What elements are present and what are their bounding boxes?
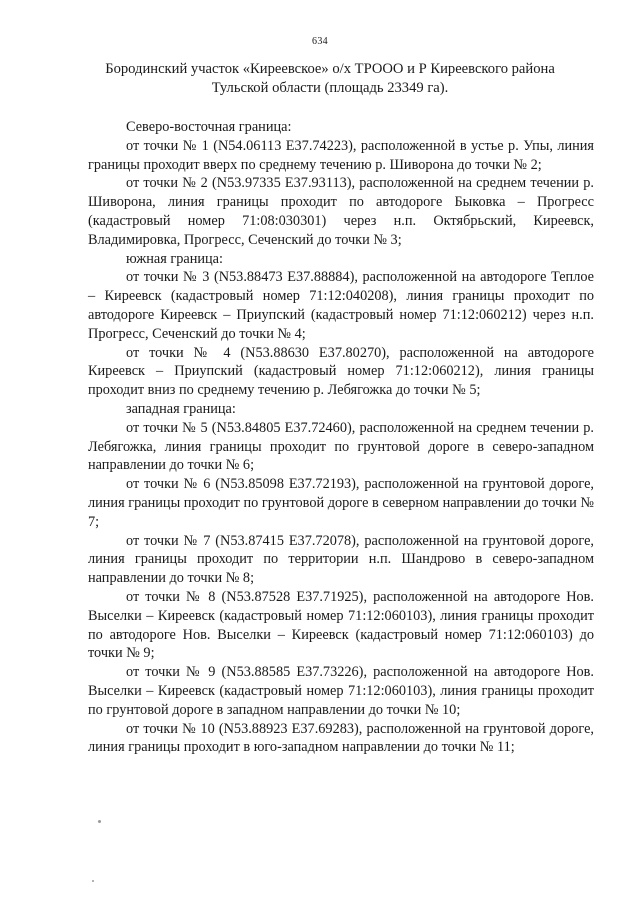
boundary-paragraph: от точки № 10 (N53.88923 E37.69283), расположенной на грунтовой дороге, линия границы проходит в юго-западном направлении до точки № 11; bbox=[88, 720, 594, 756]
section-heading-south: южная граница: bbox=[126, 250, 223, 267]
page-number: 634 bbox=[312, 36, 328, 47]
scan-speck bbox=[92, 880, 94, 882]
title-line-1: Бородинский участок «Киреевское» о/х ТРООО и Р Киреевского района bbox=[105, 61, 555, 77]
boundary-paragraph: от точки № 5 (N53.84805 E37.72460), расположенной на среднем течении р. Лебягожка, линия границы проходит по грунтовой дороге в северо-западном направлении до точки № 6; bbox=[88, 419, 594, 474]
boundary-paragraph: от точки № 3 (N53.88473 E37.88884), расположенной на автодороге Теплое – Киреевск (кадастровый номер 71:12:040208), линия границы проходит по автодороге Киреевск – Приупский (кадастровый номер 71:12:060212) через н.п. Прогресс, Сеченский до точки № 4; bbox=[88, 269, 594, 342]
section-heading-west: западная граница: bbox=[126, 400, 236, 417]
boundary-paragraph: от точки № 7 (N53.87415 E37.72078), расположенной на грунтовой дороге, линия границы проходит по территории н.п. Шандрово в северо-западном направлении до точки № 8; bbox=[88, 532, 594, 587]
document-title bbox=[88, 60, 572, 98]
title-line-2: Тульской области (площадь 23349 га). bbox=[211, 80, 449, 96]
boundary-paragraph: от точки № 9 (N53.88585 E37.73226), расположенной на автодороге Нов. Выселки – Киреевск (кадастровый номер 71:12:060103), линия границы проходит по грунтовой дороге в западном направлении до точки № 10; bbox=[88, 664, 594, 718]
boundary-paragraph: от точки № 8 (N53.87528 E37.71925), расположенной на автодороге Нов. Выселки – Киреевск (кадастровый номер 71:12:060103), линия границы проходит по автодороге Нов. Выселки – Киреевск (кадастровый номер 71:12:060103) до точки № 9; bbox=[88, 588, 594, 662]
boundary-paragraph: от точки № 6 (N53.85098 E37.72193), расположенной на грунтовой дороге, линия границы проходит по грунтовой дороге в северном направлении до точки № 7; bbox=[88, 476, 594, 530]
boundary-paragraph: от точки № 4 (N53.88630 E37.80270), расположенной на автодороге Киреевск – Приупский (кадастровый номер 71:12:060212), линия границы проходит вниз по среднему течению р. Лебягожка до точки № 5; bbox=[88, 344, 594, 399]
boundary-paragraph: от точки № 2 (N53.97335 E37.93113), расположенной на среднем течении р. Шиворона, линия границы проходит по автодороге Быковка – Прогресс (кадастровый номер 71:08:030301) через н.п. Октябрьский, Киреевск, Владимировка, Прогресс, Сеченский до точки № 3; bbox=[88, 175, 594, 248]
section-heading-northeast: Северо-восточная граница: bbox=[126, 119, 292, 135]
scan-speck bbox=[98, 820, 101, 823]
boundary-paragraph: от точки № 1 (N54.06113 E37.74223), расположенной в устье р. Упы, линия границы проходит вверх по среднему течению р. Шиворона до точки № 2; bbox=[88, 137, 594, 173]
document-body bbox=[88, 118, 594, 757]
